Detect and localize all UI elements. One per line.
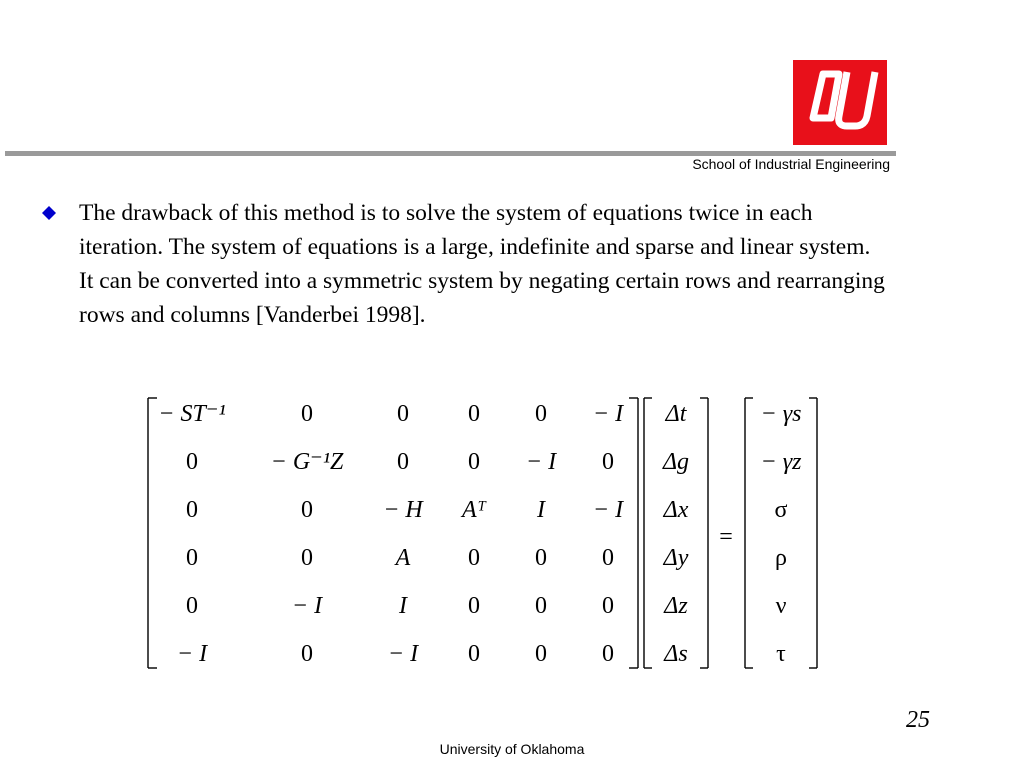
matrix-cell: − I — [291, 593, 323, 619]
vector-bracket-right — [700, 398, 708, 668]
matrix-cell: 0 — [468, 641, 480, 667]
matrix-cell: 0 — [301, 497, 313, 523]
unknown-entry: Δg — [662, 449, 690, 475]
matrix-cell: 0 — [602, 641, 614, 667]
rhs-entry: σ — [774, 497, 788, 523]
matrix-cell: − ST⁻¹ — [158, 401, 226, 427]
unknown-entry: Δz — [664, 593, 688, 619]
matrix-cell: 0 — [397, 449, 409, 475]
matrix-cell: 0 — [301, 401, 313, 427]
matrix-cell: I — [399, 593, 407, 619]
matrix-cell: 0 — [186, 497, 198, 523]
matrix-cell: A — [395, 545, 411, 571]
equals-sign: = — [719, 524, 733, 550]
rhs-bracket-right — [809, 398, 817, 668]
diamond-bullet-icon — [42, 206, 56, 220]
matrix-cell: 0 — [535, 641, 547, 667]
matrix-cell: 0 — [602, 545, 614, 571]
matrix-cell: 0 — [468, 449, 480, 475]
matrix-cell: 0 — [301, 545, 313, 571]
matrix-cell: 0 — [301, 641, 313, 667]
unknown-entry: Δx — [663, 497, 689, 523]
matrix-cell: 0 — [468, 401, 480, 427]
matrix-cell: 0 — [535, 593, 547, 619]
matrix-cell: I — [537, 497, 545, 523]
matrix-cell: − G⁻¹Z — [270, 449, 344, 475]
ou-monogram-icon — [793, 60, 887, 145]
rhs-entry: ν — [775, 593, 787, 619]
university-of-oklahoma-logo — [793, 60, 887, 145]
matrix-cell: 0 — [186, 593, 198, 619]
matrix-cell: 0 — [602, 449, 614, 475]
rhs-entry: ρ — [775, 545, 787, 571]
rhs-entry: − γs — [760, 401, 802, 427]
rhs-bracket-left — [745, 398, 753, 668]
vector-bracket-left — [644, 398, 652, 668]
matrix-cell: 0 — [397, 401, 409, 427]
matrix-cell: − H — [383, 497, 423, 523]
rhs-entry: − γz — [760, 449, 802, 475]
matrix-cell: − I — [592, 401, 624, 427]
rhs-entry: τ — [776, 641, 786, 667]
unknown-vector — [662, 401, 689, 667]
footer-university: University of Oklahoma — [439, 741, 585, 757]
matrix-cell: Aᵀ — [462, 497, 486, 523]
matrix-bracket-left — [148, 398, 157, 668]
rhs-vector — [761, 401, 803, 667]
matrix-bracket-right — [629, 398, 638, 668]
matrix-cell: 0 — [468, 593, 480, 619]
matrix-cells — [158, 401, 624, 667]
bullet-paragraph: The drawback of this method is to solve the system of equations twice in each iteration. The system of equations is a large, indefinite and sparse and linear system. It can be converted into a symmetric system by negating certain rows and rearranging rows and columns [Vanderbei 1998]. — [79, 200, 885, 328]
matrix-cell: − I — [525, 449, 557, 475]
matrix-cell: − I — [176, 641, 208, 667]
matrix-cell: − I — [592, 497, 624, 523]
matrix-cell: 0 — [468, 545, 480, 571]
school-name: School of Industrial Engineering — [692, 156, 890, 172]
kkt-matrix-equation — [140, 388, 830, 673]
matrix-cell: 0 — [602, 593, 614, 619]
matrix-cell: 0 — [535, 545, 547, 571]
matrix-cell: − I — [387, 641, 419, 667]
unknown-entry: Δy — [663, 545, 689, 571]
matrix-cell: 0 — [535, 401, 547, 427]
unknown-entry: Δs — [664, 641, 688, 667]
unknown-entry: Δt — [665, 401, 687, 427]
matrix-cell: 0 — [186, 545, 198, 571]
page-number: 25 — [906, 707, 930, 733]
matrix-cell: 0 — [186, 449, 198, 475]
